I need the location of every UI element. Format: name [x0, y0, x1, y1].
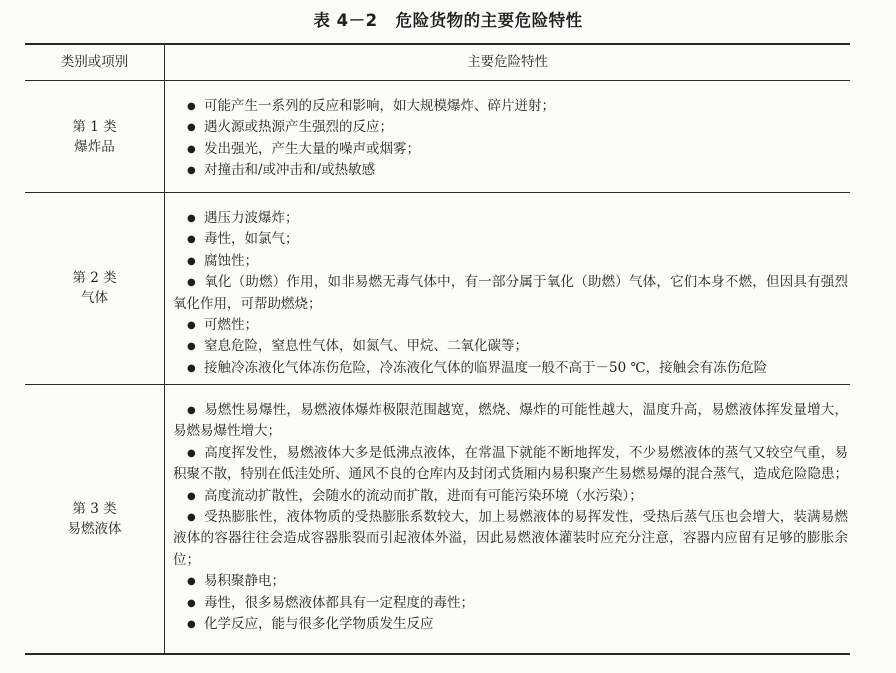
bullet-icon: ●: [187, 234, 196, 246]
row-3-category: [25, 499, 164, 539]
bullet-icon: ●: [187, 405, 196, 416]
list-item: ● 遇火源或热源产生强烈的反应；: [173, 117, 848, 138]
row-3-hazard-list: [173, 400, 848, 635]
list-item: ● 接触冷冻液化气体冻伤危险，冷冻液化气体的临界温度一般不高于－50 ℃，接触会有冻伤危险: [173, 358, 848, 379]
list-item: ● 毒性，很多易燃液体都具有一定程度的毒性；: [173, 593, 848, 614]
list-item: ● 遇压力波爆炸；: [173, 208, 848, 229]
table-bottom-rule: [25, 653, 850, 655]
bullet-icon: ●: [187, 213, 196, 224]
bullet-icon: ●: [187, 165, 196, 177]
class-number: 第 1 类: [72, 119, 117, 135]
list-item: ● 发出强光，产生大量的噪声或烟雾；: [173, 139, 848, 160]
list-item: ● 高度流动扩散性，会随水的流动而扩散，进而有可能污染环境（水污染）；: [173, 486, 848, 507]
bullet-icon: ●: [187, 320, 196, 332]
bullet-icon: ●: [187, 447, 196, 459]
class-number: 第 3 类: [72, 501, 117, 517]
list-item: ● 毒性，如氯气；: [173, 229, 848, 250]
bullet-icon: ●: [187, 362, 196, 374]
list-item: ● 易积聚静电；: [173, 571, 848, 592]
row-2-bottom-rule: [25, 384, 850, 385]
list-item: ● 可能产生一系列的反应和影响，如大规模爆炸、碎片迸射；: [173, 96, 848, 117]
bullet-icon: ●: [187, 101, 196, 112]
row-2-category: [25, 268, 164, 308]
header-category: 类别或项别: [60, 54, 129, 70]
table-number: 表 4－2: [313, 11, 378, 30]
bullet-icon: ●: [187, 619, 196, 631]
row-1-bottom-rule: [25, 192, 850, 193]
list-item: ● 化学反应，能与很多化学物质发生反应: [173, 614, 848, 635]
bullet-icon: ●: [187, 512, 196, 524]
bullet-icon: ●: [187, 277, 196, 289]
header-hazards: 主要危险特性: [467, 54, 548, 70]
class-name: 易燃液体: [67, 521, 122, 537]
row-1-category: [25, 117, 164, 157]
list-item: ● 易燃性易爆性，易燃液体爆炸极限范围越宽，燃烧、爆炸的可能性越大，温度升高，易燃液体挥发量增大，易燃易爆性增大；: [173, 402, 848, 440]
column-divider: [164, 44, 165, 654]
list-item: ● 腐蚀性；: [173, 251, 848, 272]
header-bottom-rule: [25, 80, 850, 81]
bullet-icon: ●: [187, 597, 196, 609]
bullet-icon: ●: [187, 490, 196, 502]
list-item: ● 氧化（助燃）作用，如非易燃无毒气体中，有一部分属于氧化（助燃）气体，它们本身不燃，但因具有强烈氧化作用，可帮助燃烧；: [173, 274, 848, 312]
row-2-hazard-list: [173, 208, 848, 379]
class-name: 气体: [81, 290, 108, 306]
list-item: ● 受热膨胀性，液体物质的受热膨胀系数较大，加上易燃液体的易挥发性，受热后蒸气压也会增大，装满易燃液体的容器往往会造成容器胀裂而引起液体外溢，因此易燃液体灌装时应充分注意，容器内应留有足够的膨胀余位；: [173, 509, 848, 568]
bullet-icon: ●: [187, 122, 196, 134]
list-item: ● 窒息危险，窒息性气体，如氮气、甲烷、二氧化碳等；: [173, 336, 848, 357]
bullet-icon: ●: [187, 341, 196, 353]
bullet-icon: ●: [187, 143, 196, 155]
row-1-hazard-list: [173, 96, 848, 182]
table-title: [0, 8, 896, 34]
list-item: ● 高度挥发性，易燃液体大多是低沸点液体，在常温下就能不断地挥发，不少易燃液体的蒸气又较空气重，易积聚不散，特别在低洼处所、通风不良的仓库内及封闭式货厢内易积聚产生易燃易爆的混合蒸气，造成危险隐患；: [173, 444, 848, 483]
bullet-icon: ●: [187, 576, 196, 588]
table-title-text: 危险货物的主要危险特性: [395, 11, 583, 30]
bullet-icon: ●: [187, 255, 196, 267]
list-item: ● 可燃性；: [173, 315, 848, 336]
class-number: 第 2 类: [72, 270, 117, 286]
list-item: ● 对撞击和/或冲击和/或热敏感: [173, 160, 848, 181]
class-name: 爆炸品: [74, 139, 115, 155]
table-top-rule: [25, 43, 850, 45]
